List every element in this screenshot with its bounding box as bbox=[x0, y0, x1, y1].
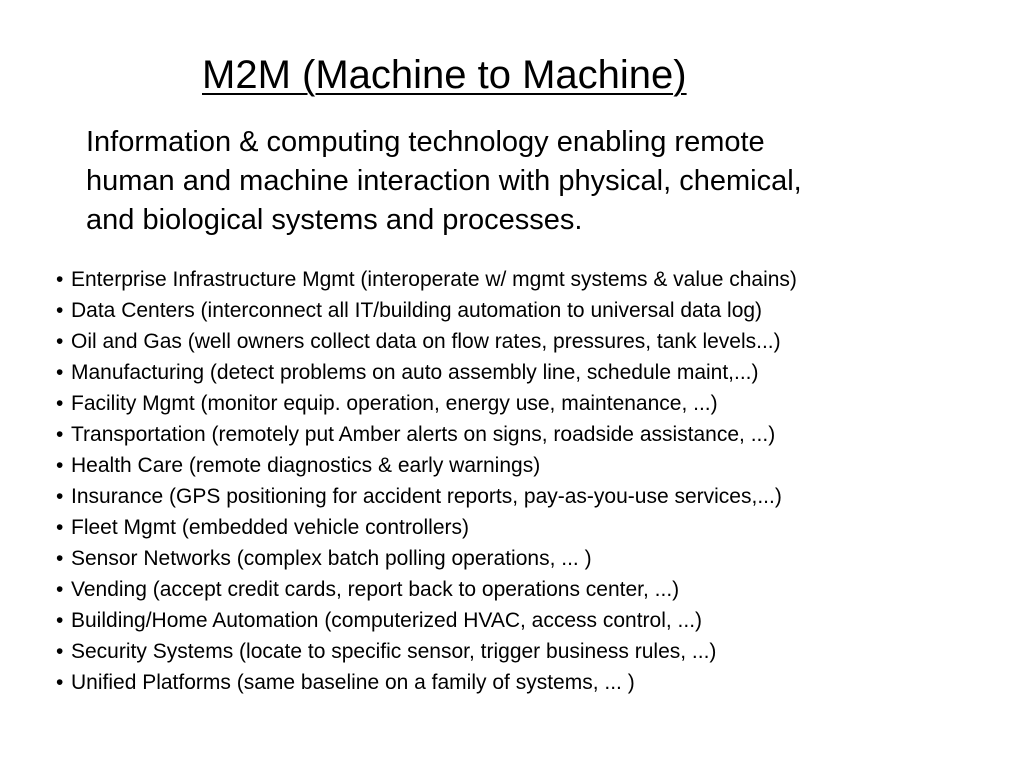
list-item bbox=[56, 636, 797, 667]
list-item bbox=[56, 512, 797, 543]
bullet-icon: • bbox=[56, 423, 64, 446]
subtitle-line: human and machine interaction with physical, chemical, bbox=[86, 165, 802, 197]
list-item bbox=[56, 264, 797, 295]
list-item bbox=[56, 574, 797, 605]
list-item-text: Building/Home Automation (computerized HVAC, access control, ...) bbox=[71, 609, 703, 632]
bullet-icon: • bbox=[56, 547, 64, 570]
list-item-text: Security Systems (locate to specific sensor, trigger business rules, ...) bbox=[71, 640, 717, 663]
subtitle-line: and biological systems and processes. bbox=[86, 204, 583, 236]
list-item bbox=[56, 419, 797, 450]
list-item bbox=[56, 357, 797, 388]
list-item-text: Vending (accept credit cards, report back to operations center, ...) bbox=[71, 578, 680, 601]
slide-title: M2M (Machine to Machine) bbox=[202, 53, 687, 97]
bullet-icon: • bbox=[56, 299, 64, 322]
bullet-icon: • bbox=[56, 671, 64, 694]
list-item-text: Unified Platforms (same baseline on a family of systems, ... ) bbox=[71, 671, 635, 694]
list-item bbox=[56, 450, 797, 481]
list-item-text: Fleet Mgmt (embedded vehicle controllers) bbox=[71, 516, 469, 539]
list-item bbox=[56, 295, 797, 326]
bullet-icon: • bbox=[56, 392, 64, 415]
bullet-icon: • bbox=[56, 640, 64, 663]
bullet-icon: • bbox=[56, 361, 64, 384]
list-item-text: Oil and Gas (well owners collect data on flow rates, pressures, tank levels...) bbox=[71, 330, 781, 353]
list-item-text: Insurance (GPS positioning for accident reports, pay-as-you-use services,...) bbox=[71, 485, 782, 508]
list-item bbox=[56, 667, 797, 698]
list-item-text: Health Care (remote diagnostics & early warnings) bbox=[71, 454, 541, 477]
slide-subtitle bbox=[86, 123, 986, 240]
bullet-icon: • bbox=[56, 268, 64, 291]
list-item-text: Manufacturing (detect problems on auto assembly line, schedule maint,...) bbox=[71, 361, 759, 384]
list-item-text: Data Centers (interconnect all IT/building automation to universal data log) bbox=[71, 299, 763, 322]
list-item-text: Facility Mgmt (monitor equip. operation, energy use, maintenance, ...) bbox=[71, 392, 718, 415]
list-item-text: Sensor Networks (complex batch polling operations, ... ) bbox=[71, 547, 592, 570]
bullet-icon: • bbox=[56, 330, 64, 353]
bullet-icon: • bbox=[56, 578, 64, 601]
list-item-text: Enterprise Infrastructure Mgmt (interoperate w/ mgmt systems & value chains) bbox=[71, 268, 797, 291]
list-item bbox=[56, 543, 797, 574]
subtitle-line: Information & computing technology enabling remote bbox=[86, 126, 765, 158]
list-item bbox=[56, 481, 797, 512]
bullet-icon: • bbox=[56, 516, 64, 539]
list-item-text: Transportation (remotely put Amber alerts on signs, roadside assistance, ...) bbox=[71, 423, 776, 446]
bullet-list bbox=[56, 264, 797, 698]
bullet-icon: • bbox=[56, 485, 64, 508]
list-item bbox=[56, 388, 797, 419]
bullet-icon: • bbox=[56, 454, 64, 477]
list-item bbox=[56, 605, 797, 636]
bullet-icon: • bbox=[56, 609, 64, 632]
list-item bbox=[56, 326, 797, 357]
